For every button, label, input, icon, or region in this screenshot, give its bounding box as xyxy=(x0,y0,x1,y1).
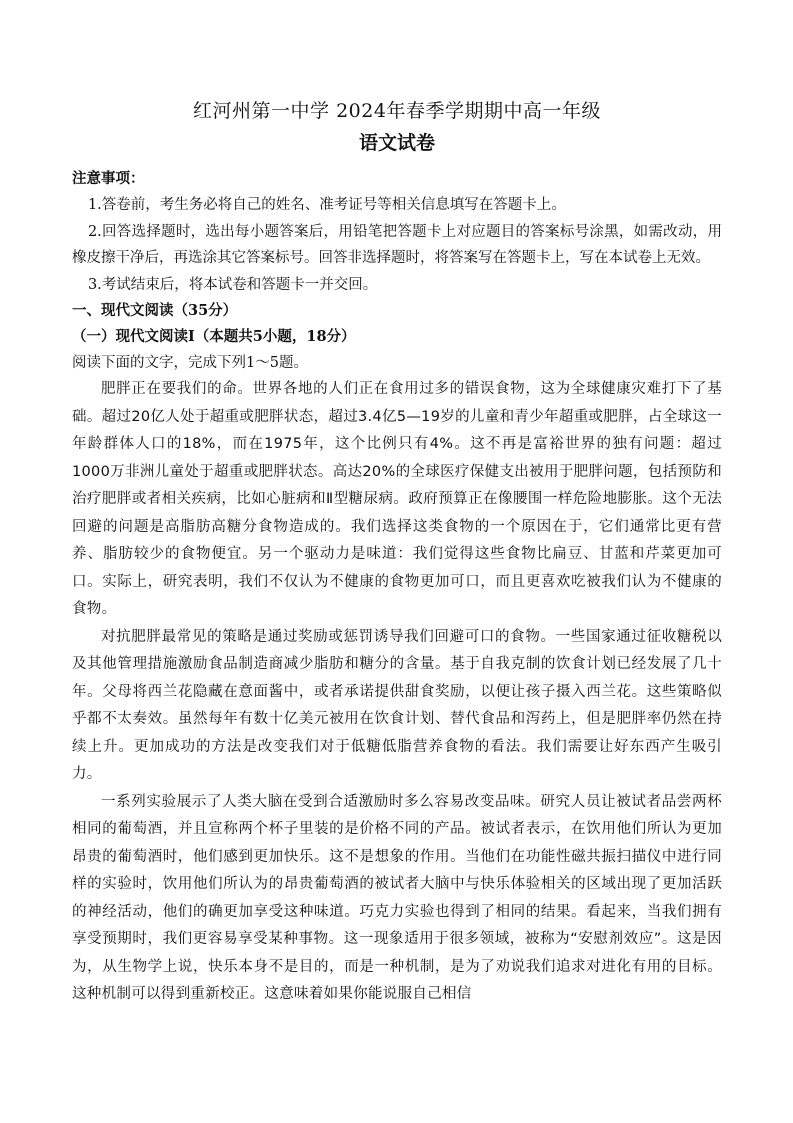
passage-paragraph-1: 肥胖正在要我们的命。世界各地的人们正在食用过多的错误食物，这为全球健康灾难打下了基础。超过20亿人处于超重或肥胖状态，超过3.4亿5—19岁的儿童和青少年超重或肥胖，占全球这一年龄群体人口的18%，而在1975年，这个比例只有4%。这不再是富裕世界的独有问题：超过1000万非洲儿童处于超重或肥胖状态。高达20%的全球医疗保健支出被用于肥胖问题，包括预防和治疗肥胖或者相关疾病，比如心脏病和Ⅱ型糖尿病。政府预算正在像腰围一样危险地膨胀。这个无法回避的问题是高脂肪高糖分食物造成的。我们选择这类食物的一个原因在于，它们通常比更有营养、脂肪较少的食物便宜。另一个驱动力是味道：我们觉得这些食物比扁豆、甘蓝和芹菜更加可口。实际上，研究表明，我们不仅认为不健康的食物更加可口，而且更喜欢吃被我们认为不健康的食物。 xyxy=(72,381,722,617)
exam-page xyxy=(72,96,722,1009)
notice-item-3: 3.考试结束后，将本试卷和答题卡一并交回。 xyxy=(87,276,378,293)
subsection-heading: （一）现代文阅读Ⅰ（本题共5小题，18分） xyxy=(72,328,356,345)
reading-instruction: 阅读下面的文字，完成下列1～5题。 xyxy=(72,355,308,371)
passage-paragraph-2: 对抗肥胖最常见的策略是通过奖励或惩罚诱导我们回避可口的食物。一些国家通过征收糖税以及其他管理措施激励食品制造商减少脂肪和糖分的含量。基于自我克制的饮食计划已经发展了几十年。父母将西兰花隐藏在意面酱中，或者承诺提供甜食奖励，以便让孩子摄入西兰花。这些策略似乎都不太奏效。虽然每年有数十亿美元被用在饮食计划、替代食品和泻药上，但是肥胖率仍然在持续上升。更加成功的方法是改变我们对于低糖低脂营养食物的看法。我们需要让好东西产生吸引力。 xyxy=(72,628,722,782)
notice-item-2: 2.回答选择题时，选出每小题答案后，用铅笔把答题卡上对应题目的答案标号涂黑，如需改动，用橡皮擦干净后，再选涂其它答案标号。回答非选择题时，将答案写在答题卡上，写在本试卷上无效。 xyxy=(72,223,722,266)
exam-subtitle: 语文试卷 xyxy=(358,132,435,154)
notice-item-1: 1.答卷前，考生务必将自己的姓名、准考证号等相关信息填写在答题卡上。 xyxy=(87,197,566,213)
exam-title: 红河州第一中学 2024年春季学期期中高一年级 xyxy=(193,100,601,122)
section-heading: 一、现代文阅读（35分） xyxy=(72,302,238,319)
notice-heading: 注意事项： xyxy=(72,170,145,187)
passage-paragraph-3: 一系列实验展示了人类大脑在受到合适激励时多么容易改变品味。研究人员让被试者品尝两杯相同的葡萄酒，并且宣称两个杯子里装的是价格不同的产品。被试者表示，在饮用他们所认为更加昂贵的葡萄酒时，他们感到更加快乐。这不是想象的作用。当他们在功能性磁共振扫描仪中进行同样的实验时，饮用他们所认为的昂贵葡萄酒的被试者大脑中与快乐体验相关的区域出现了更加活跃的神经活动，他们的确更加享受这种味道。巧克力实验也得到了相同的结果。看起来，当我们拥有享受预期时，我们更容易享受某种事物。这一现象适用于很多领域，被称为“安慰剂效应”。这是因为，从生物学上说，快乐本身不是目的，而是一种机制，是为了劝说我们追求对进化有用的目标。这种机制可以得到重新校正。这意味着如果你能说服自己相信 xyxy=(72,793,722,1002)
